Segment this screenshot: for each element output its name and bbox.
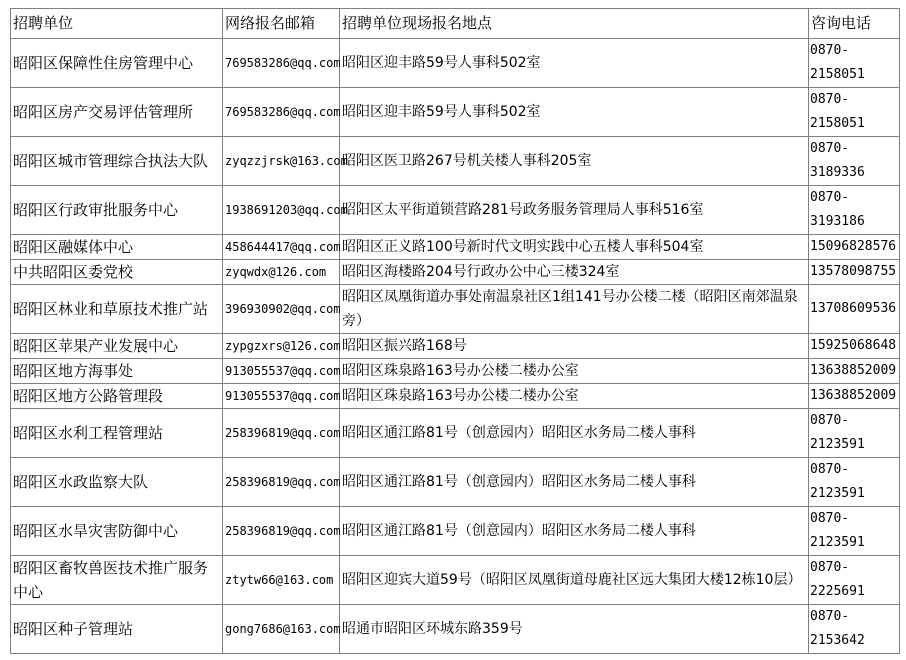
unit-cell: 昭阳区保障性住房管理中心	[11, 39, 223, 88]
email-cell: gong7686@163.com	[223, 605, 340, 654]
table-row	[11, 88, 900, 137]
address-cell: 昭阳区珠泉路163号办公楼二楼办公室	[340, 359, 809, 384]
address-cell: 昭阳区通江路81号（创意园内）昭阳区水务局二楼人事科	[340, 507, 809, 556]
unit-cell: 中共昭阳区委党校	[11, 260, 223, 285]
table-row	[11, 556, 900, 605]
unit-cell: 昭阳区水旱灾害防御中心	[11, 507, 223, 556]
table-row	[11, 458, 900, 507]
phone-cell: 15096828576	[809, 235, 900, 260]
phone-cell: 0870-2225691	[809, 556, 900, 605]
address-cell: 昭阳区振兴路168号	[340, 334, 809, 359]
email-cell: zyqzzjrsk@163.com	[223, 137, 340, 186]
address-cell: 昭阳区太平街道锁营路281号政务服务管理局人事科516室	[340, 186, 809, 235]
table-row	[11, 384, 900, 409]
table-row	[11, 39, 900, 88]
unit-cell: 昭阳区地方海事处	[11, 359, 223, 384]
address-cell: 昭阳区通江路81号（创意园内）昭阳区水务局二楼人事科	[340, 458, 809, 507]
phone-cell: 0870-2123591	[809, 507, 900, 556]
phone-cell: 0870-2153642	[809, 605, 900, 654]
email-cell: 258396819@qq.com	[223, 409, 340, 458]
header-email: 网络报名邮箱	[223, 9, 340, 39]
phone-cell: 0870-2123591	[809, 409, 900, 458]
phone-cell: 0870-2158051	[809, 39, 900, 88]
phone-cell: 13638852009	[809, 359, 900, 384]
unit-cell: 昭阳区水利工程管理站	[11, 409, 223, 458]
email-cell: zyqwdx@126.com	[223, 260, 340, 285]
table-row	[11, 186, 900, 235]
unit-cell: 昭阳区地方公路管理段	[11, 384, 223, 409]
unit-cell: 昭阳区水政监察大队	[11, 458, 223, 507]
phone-cell: 0870-2158051	[809, 88, 900, 137]
email-cell: 396930902@qq.com	[223, 285, 340, 334]
address-cell: 昭阳区珠泉路163号办公楼二楼办公室	[340, 384, 809, 409]
header-phone: 咨询电话	[809, 9, 900, 39]
address-cell: 昭阳区通江路81号（创意园内）昭阳区水务局二楼人事科	[340, 409, 809, 458]
phone-cell: 13638852009	[809, 384, 900, 409]
phone-cell: 13708609536	[809, 285, 900, 334]
phone-cell: 13578098755	[809, 260, 900, 285]
email-cell: 913055537@qq.com	[223, 384, 340, 409]
phone-cell: 0870-3193186	[809, 186, 900, 235]
address-cell: 昭阳区医卫路267号机关楼人事科205室	[340, 137, 809, 186]
email-cell: 913055537@qq.com	[223, 359, 340, 384]
table-body	[11, 39, 900, 654]
address-cell: 昭阳区迎丰路59号人事科502室	[340, 88, 809, 137]
phone-cell: 0870-2123591	[809, 458, 900, 507]
email-cell: zypgzxrs@126.com	[223, 334, 340, 359]
unit-cell: 昭阳区行政审批服务中心	[11, 186, 223, 235]
email-cell: 769583286@qq.com	[223, 88, 340, 137]
header-address: 招聘单位现场报名地点	[340, 9, 809, 39]
address-cell: 昭阳区正义路100号新时代文明实践中心五楼人事科504室	[340, 235, 809, 260]
unit-cell: 昭阳区城市管理综合执法大队	[11, 137, 223, 186]
email-cell: ztytw66@163.com	[223, 556, 340, 605]
table-row	[11, 334, 900, 359]
unit-cell: 昭阳区融媒体中心	[11, 235, 223, 260]
table-row	[11, 137, 900, 186]
phone-cell: 0870-3189336	[809, 137, 900, 186]
phone-cell: 15925068648	[809, 334, 900, 359]
email-cell: 1938691203@qq.com	[223, 186, 340, 235]
address-cell: 昭阳区海楼路204号行政办公中心三楼324室	[340, 260, 809, 285]
email-cell: 458644417@qq.com	[223, 235, 340, 260]
table-row	[11, 507, 900, 556]
email-cell: 769583286@qq.com	[223, 39, 340, 88]
unit-cell: 昭阳区苹果产业发展中心	[11, 334, 223, 359]
address-cell: 昭阳区凤凰街道办事处南温泉社区1组141号办公楼二楼（昭阳区南郊温泉旁）	[340, 285, 809, 334]
table-row	[11, 409, 900, 458]
table-row	[11, 235, 900, 260]
unit-cell: 昭阳区畜牧兽医技术推广服务中心	[11, 556, 223, 605]
table-row	[11, 285, 900, 334]
recruitment-contact-table	[10, 8, 900, 654]
email-cell: 258396819@qq.com	[223, 507, 340, 556]
unit-cell: 昭阳区种子管理站	[11, 605, 223, 654]
address-cell: 昭阳区迎丰路59号人事科502室	[340, 39, 809, 88]
email-cell: 258396819@qq.com	[223, 458, 340, 507]
header-row	[11, 9, 900, 39]
address-cell: 昭通市昭阳区环城东路359号	[340, 605, 809, 654]
unit-cell: 昭阳区林业和草原技术推广站	[11, 285, 223, 334]
unit-cell: 昭阳区房产交易评估管理所	[11, 88, 223, 137]
table-row	[11, 359, 900, 384]
header-unit: 招聘单位	[11, 9, 223, 39]
address-cell: 昭阳区迎宾大道59号（昭阳区凤凰街道母鹿社区远大集团大楼12栋10层）	[340, 556, 809, 605]
table-row	[11, 605, 900, 654]
table-row	[11, 260, 900, 285]
